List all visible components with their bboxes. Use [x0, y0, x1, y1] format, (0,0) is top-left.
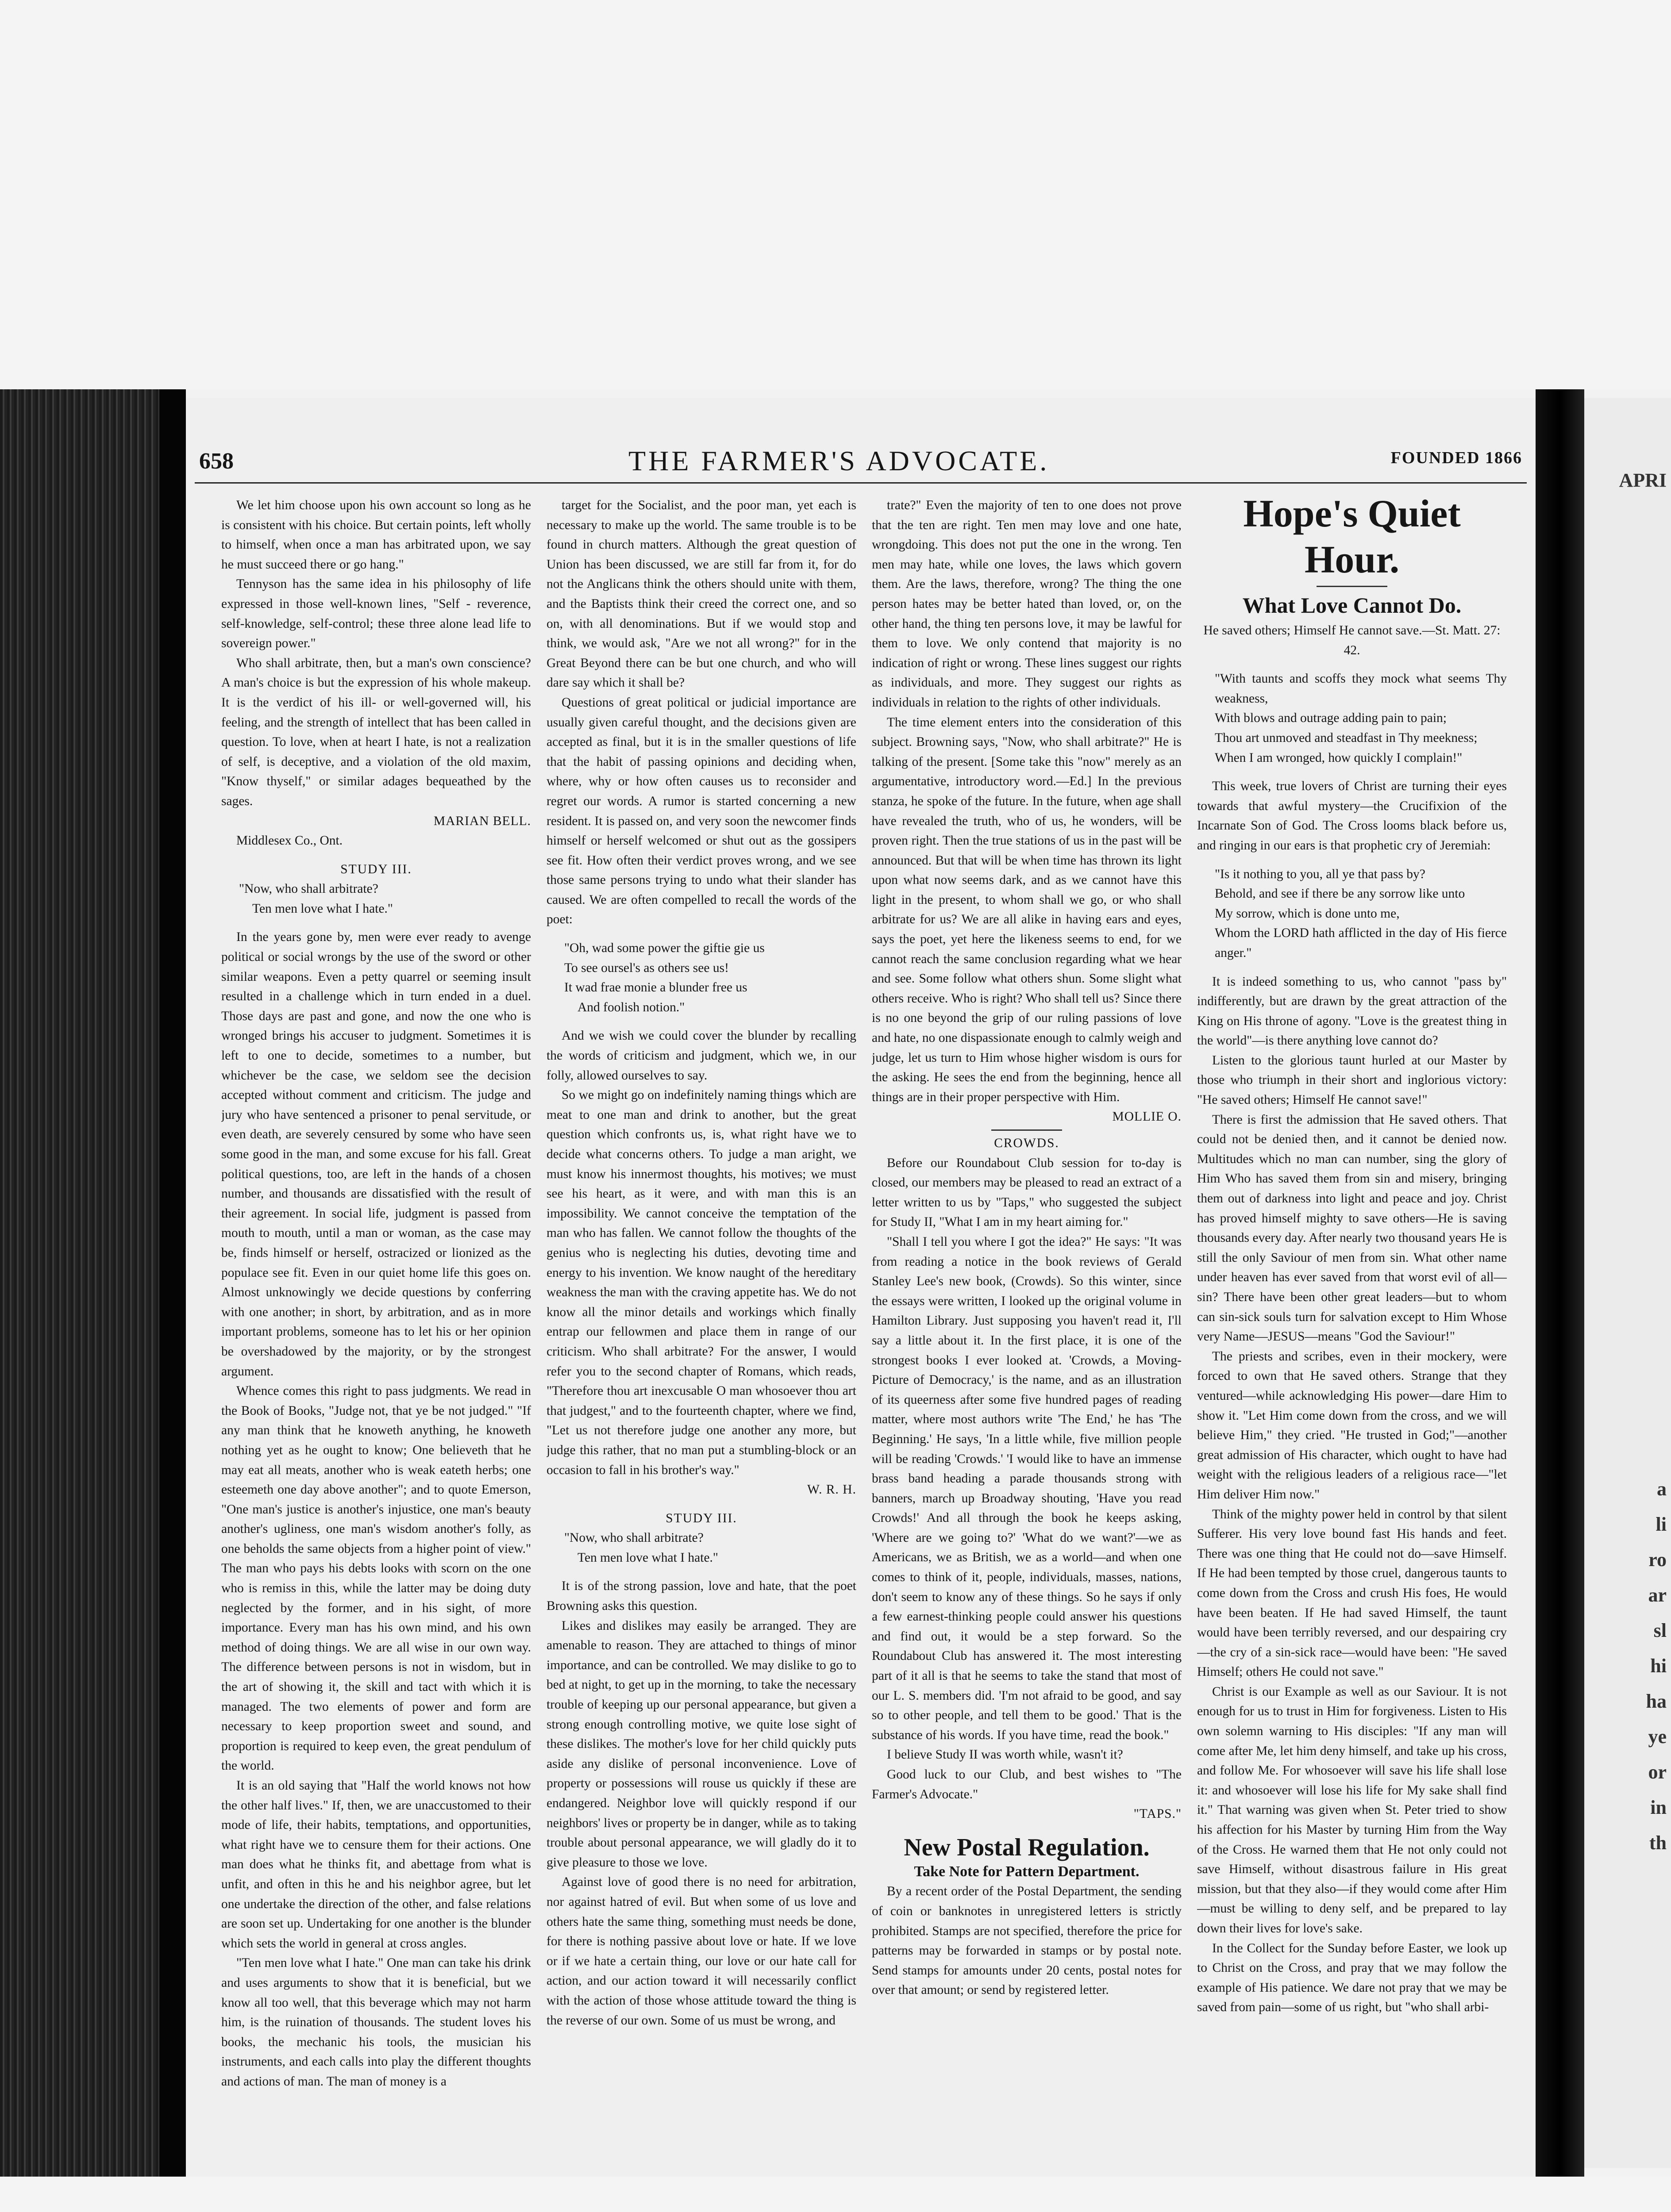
- paragraph: "Shall I tell you where I got the idea?" He says: "It was from reading a notice in the book reviews of Gerald Stanley Lee's new book, (Crowds). So this winter, since the essays were written, I looked up the original volume in Hamilton Library. Just supposing you haven't read it, I'll say a little about it. In the first place, it is one of the strongest books I ever looked at. 'Crowds, a Moving-Picture of Democracy,' is the name, and as an illustration of its queerness after some five hundred pages of reading matter, where most authors write 'The End,' he has 'The Beginning.' He says, 'In a little while, five million people will be reading 'Crowds.' 'I would like to have an immense brass band heading a parade thousands strong with banners, march up Broadway shouting, 'Have you read Crowds!' And all through the book he keeps asking, 'Where are we going to?' 'What do we want?'—we as Americans, we as British, we as a world—and when one comes to think of it, people, individuals, masses, nations, don't seem to know any of these things. So he says if only a few earnest-thinking people could answer his questions and find out, it would be a step forward. So the Roundabout Club has answered it. The most interesting part of it all is that he seems to take the stand that most of our L. S. members did. 'I'm not afraid to be good, and say so to other people, and tell them to be good.' That is the substance of his words. If you have time, read the book.": [872, 1234, 1182, 1742]
- paragraph: It is of the strong passion, love and hate, that the poet Browning asks this question.: [547, 1579, 856, 1613]
- poem-line: Behold, and see if there be any sorrow like unto: [1215, 887, 1465, 901]
- next-page-fragment: or: [1648, 1761, 1667, 1783]
- poem-line: Whom the LORD hath afflicted in the day of His fierce anger.": [1215, 926, 1507, 960]
- epigraph: He saved others; Himself He cannot save.—St. Matt. 27: 42.: [1203, 623, 1501, 657]
- paragraph: This week, true lovers of Christ are turning their eyes towards that awful mystery—the Crucifixion of the Incarnate Son of God. The Cross looms black before us, and ringing in our ears is that prophetic cry of Jeremiah:: [1197, 779, 1507, 853]
- paragraph: The priests and scribes, even in their mockery, were forced to own that He saved others. Strange that they ventured—while acknowledging His power—dare Him to show it. "Let Him come down from the cross, and we will believe Him," they cried. "He trusted in God;"—another great admission of His character, which ought to have had weight with the religious leaders of a religious race—"let Him deliver Him now.": [1197, 1349, 1507, 1502]
- running-header: [186, 440, 1536, 489]
- column-3: [872, 495, 1182, 2168]
- next-page-fragment: ro: [1648, 1549, 1667, 1571]
- quote-line: "Now, who shall arbitrate?: [564, 1531, 704, 1545]
- poem-line: My sorrow, which is done unto me,: [1215, 906, 1400, 921]
- paragraph: Think of the mighty power held in control by that silent Sufferer. His very love bound fast His hands and feet. There was one thing that He could not do—save Himself. If He had been tempted by those cruel, dangerous taunts to come down from the Cross and crush His foes, He would have been beaten. If He had saved Himself, the taunt would have been terribly reversed, and our despairing cry—the cry of a sin-sick race—would have been: "He saved Himself; others He could not save.": [1197, 1507, 1507, 1679]
- newspaper-page: [186, 398, 1536, 2177]
- next-page-fragment: in: [1650, 1797, 1667, 1818]
- next-page-fragment: li: [1656, 1513, 1667, 1535]
- paragraph: Tennyson has the same idea in his philosophy of life expressed in those well-known lines, "Self - reverence, self-knowledge, self-control; these three alone lead life to sovereign power.": [221, 577, 531, 651]
- film-border-bottom: [0, 2177, 1671, 2212]
- paragraph: In the years gone by, men were ever ready to avenge political or social wrongs by the use of the sword or other similar weapons. Even a petty quarrel or seeming insult resulted in a challenge which in turn ended in a duel. Those days are past and gone, and now the one who is wronged brings his accuser to judgment. Sometimes it is left to one to decide, sometimes to a number, but whichever be the case, we seldom see the decision accepted without comment and criticism. The judge and jury who have sentenced a prisoner to penal servitude, or even death, are severely censured by some who have seen some good in the man, and some excuse for his fall. Great political questions, too, are left in the hands of a chosen number, and thousands are dissatisfied with the result of their agreement. In social life, judgment is passed from mouth to mouth, until a man or woman, as the case may be, finds himself or herself, ostracized or lionized as the populace see fit. Even in our quiet home life this goes on. Almost unknowingly we decide questions by conferring with one another; in short, by arbitration, and as in more important problems, someone has to let his or her opinion be overshadowed by the majority, or by the strongest argument.: [221, 930, 531, 1379]
- paragraph: Who shall arbitrate, then, but a man's own conscience? A man's choice is but the expression of his whole makeup. It is the verdict of his ill- or well-governed will, his feeling, and the strength of intellect that has been called in question. To love, when at heart I hate, is not a realization of self, is deceptive, and a violation of the old maxim, "Know thyself," or similar adages bequeathed by the sages.: [221, 656, 531, 808]
- next-page-fragment: th: [1649, 1832, 1667, 1854]
- masthead: THE FARMER'S ADVOCATE.: [628, 445, 1050, 476]
- paragraph: It is an old saying that "Half the world knows not how the other half lives." If, then, we are unaccustomed to their mode of life, their habits, temptations, and opportunities, what right have we to censure them for their actions. One man does what he thinks fit, and abettage from what is unfit, and often in this he and his neighbor agree, but let one undertake the direction of the other, and false relations are soon set up. Undertaking for one another is the blunder which sets the world in general at cross angles.: [221, 1778, 531, 1951]
- paragraph: Listen to the glorious taunt hurled at our Master by those who triumph in their short and inglorious victory: "He saved others; Himself He cannot save!": [1197, 1053, 1507, 1107]
- poem-line: Thou art unmoved and steadfast in Thy meekness;: [1215, 730, 1478, 745]
- hopes-quiet-hour-title: Hope's Quiet Hour.: [1243, 492, 1461, 581]
- poem-line: With blows and outrage adding pain to pain;: [1215, 711, 1447, 726]
- next-page-fragment: hi: [1650, 1655, 1667, 1677]
- section-subtitle: What Love Cannot Do.: [1242, 593, 1462, 618]
- verse-line: It wad frae monie a blunder free us: [564, 980, 747, 995]
- poem-line: "With taunts and scoffs they mock what seems Thy weakness,: [1215, 672, 1507, 706]
- paragraph: In the Collect for the Sunday before Easter, we look up to Christ on the Cross, and pray that we may follow the example of His patience. We dare not pray that we may be saved from pain—some of us right, but "who shall arbi-: [1197, 1941, 1507, 2015]
- paragraph: By a recent order of the Postal Department, the sending of coin or banknotes in unregistered letters is strictly prohibited. Stamps are not specified, therefore the price for patterns may be forwarded in stamps or by postal note. Send stamps for amounts under 20 cents, postal notes for over that amount; or send by registered letter.: [872, 1884, 1182, 1997]
- paragraph: The time element enters into the consideration of this subject. Browning says, "Now, who shall arbitrate?" He is talking of the present. [Some take this "now" merely as an argumentative, introductory word.—Ed.] In the previous stanza, he spoke of the future. In the future, when age shall have revealed the truth, who of us, he wonders, will be proven right. Then the true stations of us in the past will be announced. But that will be when time has thrown its light upon what now seems dark, and as we cannot have this light in the present, to whom shall we go, or who shall arbitrate for us? We are all alike in having ears and eyes, says the poet, yet here the likeness seems to end, for we cannot reach the same conclusion regarding what we hear and see. Some follow what others shun. Some slight what others receive. Who is right? Who shall tell us? Since there is no one beyond the grip of our ruling passions of love and hate, no one dispassionate enough to calmly weigh and judge, let us turn to Him whose higher wisdom is ours for the asking. He sees the end from the beginning, hence all things are in their proper perspective with Him.: [872, 715, 1182, 1104]
- quote-line: Ten men love what I hate.": [578, 1550, 718, 1565]
- poem-line: When I am wronged, how quickly I complain!": [1215, 750, 1463, 765]
- paragraph: And we wish we could cover the blunder by recalling the words of criticism and judgment, which we, in our folly, allowed ourselves to say.: [547, 1029, 856, 1083]
- paragraph: I believe Study II was worth while, wasn't it?: [887, 1747, 1123, 1762]
- paragraph: Likes and dislikes may easily be arranged. They are amenable to reason. They are attached to things of minor importance, and can be controlled. We may dislike to go to bed at night, to get up in the morning, to take the necessary trouble of keeping up our personal appearance, but given a strong enough controlling motive, we quite lose sight of these dislikes. The mother's love for her child quickly puts aside any dislike of personal inconvenience. Love of property or possessions will rouse us quickly if these are endangered. Neighbor love will quickly respond if our neighbors' lives or property be in danger, while as to taking trouble about personal appearance, we will gladly do it to give pleasure to those we love.: [547, 1618, 856, 1870]
- next-page-fragment: a: [1657, 1478, 1667, 1500]
- page-number: 658: [199, 449, 234, 474]
- column-2: [547, 495, 856, 2168]
- founded-line: FOUNDED 1866: [1390, 449, 1522, 467]
- column-4: [1197, 487, 1507, 2159]
- paragraph: Good luck to our Club, and best wishes to "The Farmer's Advocate.": [872, 1767, 1182, 1801]
- paragraph: It is indeed something to us, who cannot "pass by" indifferently, but are drawn by the great attraction of the King on His throne of agony. "Love is the greatest thing in the world"—is there anything love cannot do?: [1197, 974, 1507, 1048]
- verse-line: And foolish notion.": [578, 1000, 685, 1014]
- paragraph: There is first the admission that He saved others. That could not be denied then, and it cannot be denied now. Multitudes which no man can number, sing the glory of Him Who has saved them from sin and misery, bringing them out of darkness into light and peace and joy. Christ has proved himself mighty to save others—He is saving thousands every day. After nearly two thousand years He is still the only Saviour of men from sin. What other name under heaven has ever saved from that worst evil of all—sin? There have been other great leaders—but to whom can sin-sick souls turn for salvation except to Him Whose very Name—JESUS—means "God the Saviour!": [1197, 1112, 1507, 1344]
- verse-line: To see oursel's as others see us!: [564, 960, 729, 975]
- film-border-top: [0, 0, 1671, 389]
- paragraph: "Ten men love what I hate." One man can take his drink and uses arguments to show that it is beneficial, but we know all too well, that this beverage which may not harm him, is the ruination of thousands. The student loves his books, the mechanic his tools, the musician his instruments, and each calls into play the different thoughts and actions of man. The man of money is a: [221, 1956, 531, 2089]
- divider: [991, 1129, 1062, 1131]
- verse-line: "Oh, wad some power the giftie gie us: [564, 941, 765, 956]
- paragraph: Before our Roundabout Club session for to-day is closed, our members may be pleased to read an extract of a letter written to us by "Taps," who suggested the subject for Study II, "What I am in my heart aiming for.": [872, 1156, 1182, 1229]
- signature: MARIAN BELL.: [433, 814, 531, 828]
- bound-volume-page-edges: [0, 389, 159, 2177]
- binding-shadow: [159, 389, 186, 2177]
- next-page-fragment: APRI: [1619, 469, 1667, 491]
- next-page-fragment: ha: [1646, 1690, 1667, 1712]
- next-page-edge: [1584, 398, 1671, 2168]
- column-1: [221, 495, 531, 2168]
- postal-regulation-subtitle: Take Note for Pattern Department.: [914, 1863, 1140, 1880]
- next-page-fragment: ye: [1648, 1726, 1667, 1747]
- postal-regulation-title: New Postal Regulation.: [904, 1833, 1150, 1861]
- study-heading: STUDY III.: [340, 862, 412, 876]
- next-page-fragment: ar: [1648, 1584, 1667, 1606]
- poem-line: "Is it nothing to you, all ye that pass by?: [1215, 867, 1425, 881]
- page-gutter: [1536, 389, 1584, 2177]
- paragraph: target for the Socialist, and the poor man, yet each is necessary to make up the world. The same trouble is to be found in church matters. Although the great question of Union has been discussed, we are still far from it, for do not the Anglicans think the others should unite with them, and the Baptists think their creed the correct one, and so on, with all denominations. But if we would stop and think, we would ask, "Are we not all wrong?" for in the Great Beyond there can be but one church, and who will dare say which it shall be?: [547, 498, 856, 690]
- paragraph: So we might go on indefinitely naming things which are meat to one man and drink to another, but the great question which confronts us, is, what right have we to decide what concerns others. To judge a man aright, we must know his innermost thoughts, his motives; we must see his heart, as it were, and with man this is an impossibility. We cannot conceive the temptation of the man who has fallen. We cannot follow the thoughts of the genius who is neglecting his duties, devoting time and energy to his invention. We know naught of the hereditary weakness the man with the craving appetite has. We do not know all the minor details and workings which finally entrap our fellowmen and place them in range of our criticism. Who shall arbitrate? For the answer, I would refer you to the second chapter of Romans, which reads, "Therefore thou art inexcusable O man whosoever thou art that judgest," and to the fourteenth chapter, where we find, "Let us not therefore judge one another any more, but judge this rather, that no man put a stumbling-block or an occasion to fall in his brother's way.": [547, 1088, 856, 1477]
- header-rule: [195, 482, 1527, 484]
- paragraph: Whence comes this right to pass judgments. We read in the Book of Books, "Judge not, that ye be not judged." "If any man think that he knoweth anything, he knoweth nothing yet as he ought to know; One believeth that he may eat all meats, another who is weak eateth herbs; one esteemeth one day above another"; and to quote Emerson, "One man's justice is another's injustice, one man's beauty another's ugliness, one man's wisdom another's folly, as one beholds the same objects from a higher point of view." The man who pays his debts looks with scorn on the one who is remiss in this, while the latter may be doing duty neglected by the former, and in his sight, of more importance. Every man has his own mind, and his own method of doing things. We are all wise in our own way. The difference between persons is not in wisdom, but in the art of showing it, the skill and tact with which it is managed. The two elements of power and form are necessary to keep proportion sweet and sound, and proportion is required to keep even, the great pendulum of the world.: [221, 1384, 531, 1773]
- crowds-heading: CROWDS.: [994, 1136, 1059, 1150]
- signature: "TAPS.": [1133, 1807, 1182, 1821]
- location-line: Middlesex Co., Ont.: [236, 833, 343, 848]
- signature: W. R. H.: [807, 1482, 856, 1497]
- next-page-fragment: sl: [1653, 1620, 1667, 1641]
- paragraph: We let him choose upon his own account so long as he is consistent with his choice. But certain points, left wholly to himself, when once a man has arbitrated upon, we say he must succeed there or go hang.": [221, 498, 531, 572]
- paragraph: Against love of good there is no need for arbitration, nor against hatred of evil. But when some of us love and others hate the same thing, something must needs be done, for there is nothing passive about love or hate. If we love or if we hate a certain thing, our love or our hate call for action, and our action toward it will necessarily conflict with the action of those whose attitude toward the thing is the reverse of our own. Some of us must be wrong, and: [547, 1875, 856, 2028]
- paragraph: trate?" Even the majority of ten to one does not prove that the ten are right. Ten men may love and one hate, wrongdoing. This does not put the one in the wrong. Ten men may hate, while one loves, the laws which govern them. Are the laws, therefore, wrong? The thing the one person hates may be better hated than loved, or, on the other hand, the thing ten persons love, it may be lawful for them to love. We only contend that majority is no indication of right or wrong. These lines suggest our rights as individuals, and more. They suggest our rights as individuals in relation to the rights of other individuals.: [872, 498, 1182, 710]
- divider: [1317, 586, 1387, 587]
- quote-line: Ten men love what I hate.": [252, 901, 393, 916]
- quote-line: "Now, who shall arbitrate?: [239, 882, 378, 896]
- signature: MOLLIE O.: [1112, 1110, 1182, 1124]
- study-heading: STUDY III.: [666, 1511, 737, 1525]
- paragraph: Questions of great political or judicial importance are usually given careful thought, and the decisions given are accepted as final, but it is in the smaller questions of life that the habit of passing opinions and deciding when, where, why or how often causes us to reconsider and regret our words. A rumor is started concerning a new resident. It is passed on, and very soon the newcomer finds himself or herself welcomed or shut out as the gossipers see fit. How often their verdict proves wrong, and we see those same persons trying to undo what their slander has caused. We are often compelled to recall the words of the poet:: [547, 695, 856, 927]
- paragraph: Christ is our Example as well as our Saviour. It is not enough for us to trust in Him for forgiveness. Listen to His own solemn warning to His disciples: "If any man will come after Me, let him deny himself, and take up his cross, and follow Me. For whosoever will save his life shall lose it: and whosoever will lose his life for My sake shall find it." That warning was given when St. Peter tried to show his affection for his Master by turning Him from the Way of the Cross. He warned them that He not only could not save Himself, without disastrous failure in His great mission, but that they also—if they would come after Him—must be willing to deny self, and be prepared to lay down their lives for love's sake.: [1197, 1684, 1507, 1936]
